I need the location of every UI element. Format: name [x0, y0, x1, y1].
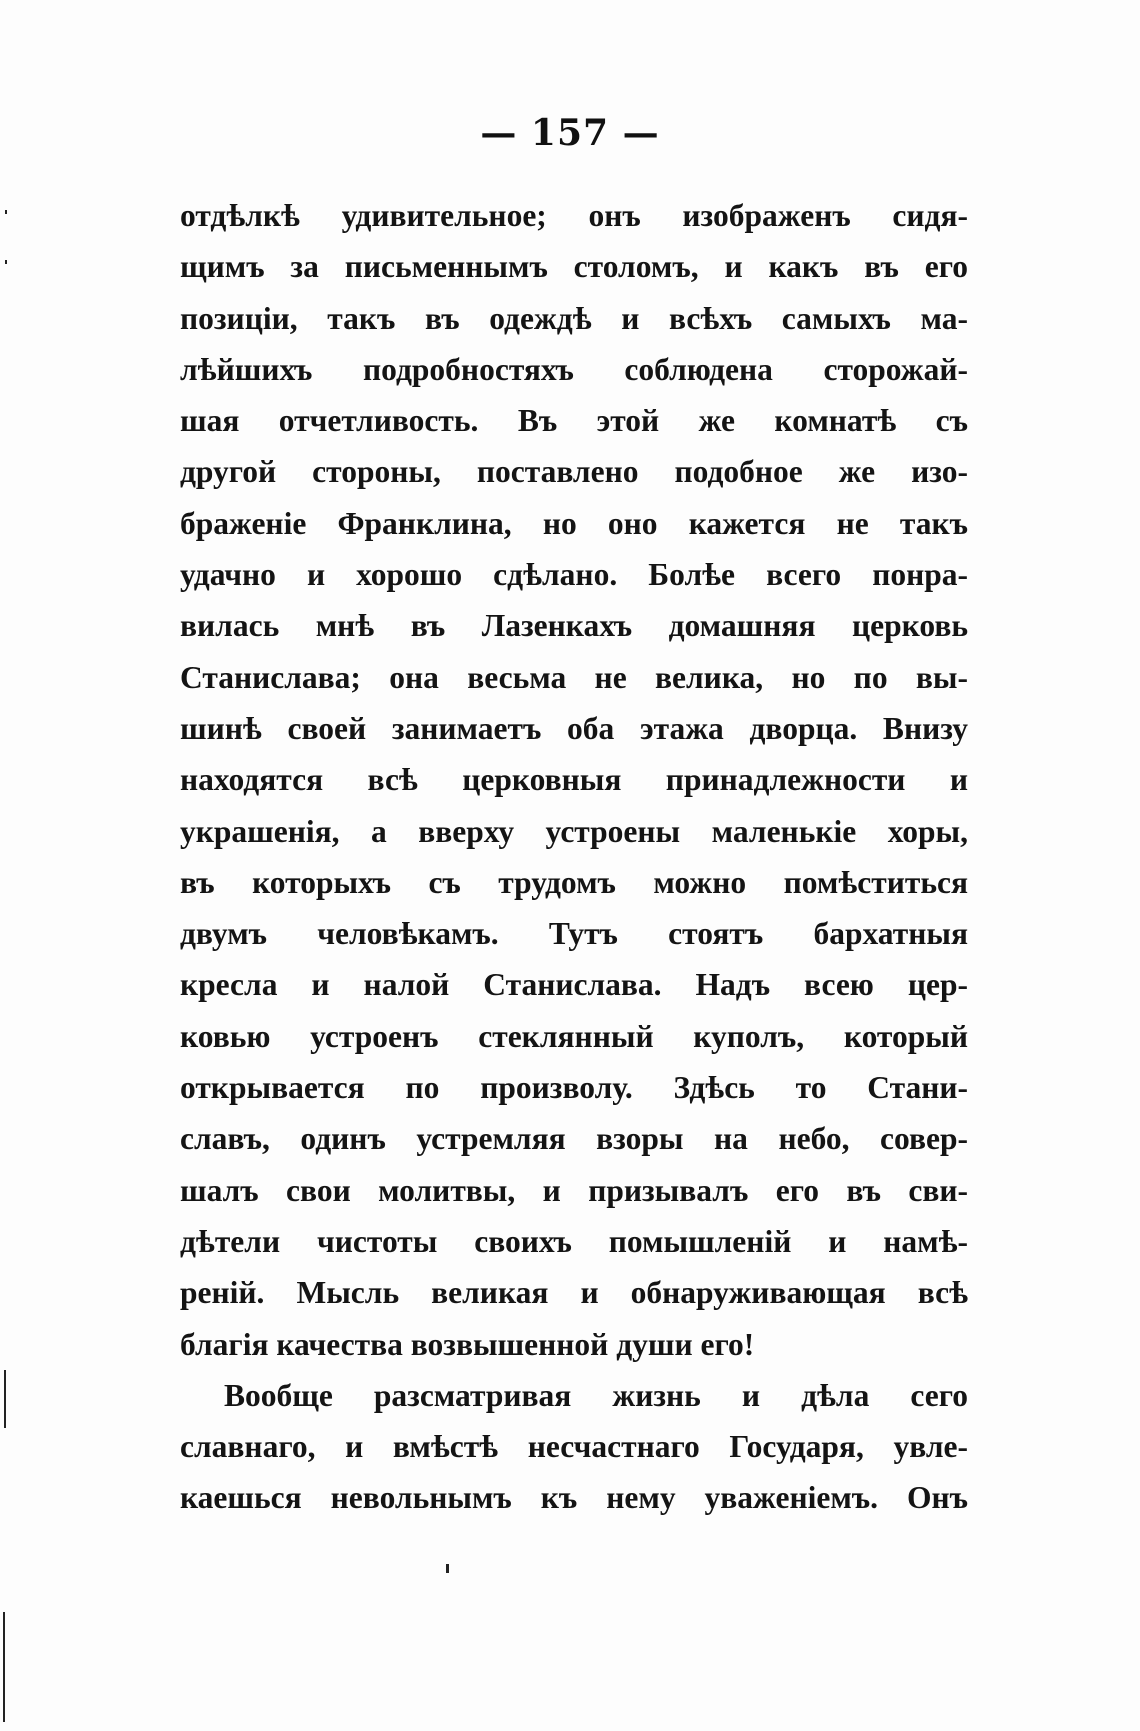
scan-mark [4, 1370, 6, 1428]
text-line: вилась мнѣ въ Лазенкахъ домашняя церковь [180, 608, 968, 644]
text-line: ковью устроенъ стеклянный куполъ, который [180, 1018, 968, 1054]
text-line: реній. Мысль великая и обнаруживающая всѣ [180, 1275, 968, 1311]
text-line: удачно и хорошо сдѣлано. Болѣе всего понра- [180, 557, 968, 593]
text-line: позиціи, такъ въ одеждѣ и всѣхъ самыхъ ма- [180, 300, 968, 336]
text-line: благія качества возвышенной души его! [180, 1326, 755, 1362]
scan-mark [5, 210, 7, 214]
scan-mark [3, 1612, 5, 1722]
text-line: другой стороны, поставлено подобное же изо- [180, 454, 968, 490]
body-text [180, 190, 968, 1524]
text-line: кресла и налой Станислава. Надъ всею цер- [180, 967, 968, 1003]
text-line: двумъ человѣкамъ. Тутъ стоятъ бархатныя [180, 916, 968, 952]
text-line: Станислава; она весьма не велика, но по вы- [180, 659, 968, 695]
text-line: щимъ за письменнымъ столомъ, и какъ въ его [180, 249, 968, 285]
text-line: находятся всѣ церковныя принадлежности и [180, 762, 968, 798]
text-line: лѣйшихъ подробностяхъ соблюдена сторожай- [180, 351, 968, 387]
text-line: шая отчетливость. Въ этой же комнатѣ съ [180, 403, 968, 439]
text-line: дѣтели чистоты своихъ помышленій и намѣ- [180, 1223, 968, 1259]
text-line: шалъ свои молитвы, и призывалъ его въ сви- [180, 1172, 968, 1208]
text-line: украшенія, а вверху устроены маленькіе хоры, [180, 813, 968, 849]
text-line: славнаго, и вмѣстѣ несчастнаго Государя, увле- [180, 1429, 968, 1465]
text-line: въ которыхъ съ трудомъ можно помѣститься [180, 864, 968, 900]
page-number: — 157 — [480, 112, 660, 154]
text-line: Вообще разсматривая жизнь и дѣла сего [224, 1377, 968, 1413]
scan-mark [446, 1564, 449, 1573]
text-line: славъ, одинъ устремляя взоры на небо, совер- [180, 1121, 968, 1157]
text-line: отдѣлкѣ удивительное; онъ изображенъ сидя- [180, 198, 968, 233]
scan-mark [5, 260, 7, 264]
text-line: каешься невольнымъ къ нему уваженіемъ. Онъ [180, 1480, 968, 1516]
text-line: открывается по произволу. Здѣсь то Стани- [180, 1070, 968, 1106]
text-line: шинѣ своей занимаетъ оба этажа дворца. Внизу [180, 710, 968, 746]
text-line: браженіе Франклина, но оно кажется не такъ [180, 505, 968, 541]
